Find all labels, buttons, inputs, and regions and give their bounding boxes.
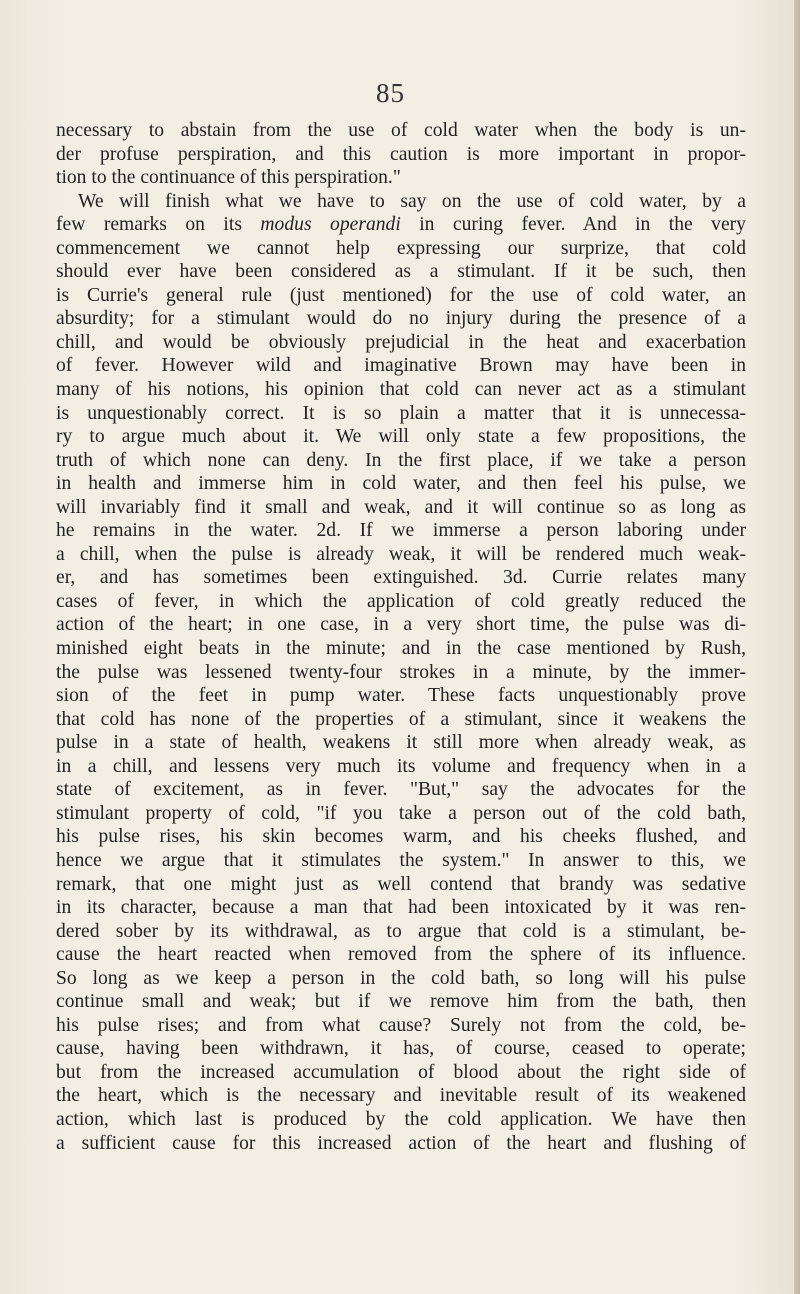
text-line-8: is Currie's general rule (just mentioned) for the use of cold water, an [56,284,746,306]
text-line-5-tail: in curing fever. And in the very [400,214,746,236]
text-line-15: truth of which none can deny. In the first place, if we take a person [56,449,746,471]
text-line-44: a sufficient cause for this increased action of the heart and flushing of [56,1132,746,1154]
text-line-40: cause, having been withdrawn, it has, of course, ceased to operate; [56,1038,746,1060]
text-line-39: his pulse rises; and from what cause? Surely not from the cold, be- [56,1014,746,1036]
text-line-23: minished eight beats in the minute; and in the case mentioned by Rush, [56,638,746,660]
text-line-11: of fever. However wild and imaginative Brown may have been in [56,355,746,377]
page-edge [794,0,800,1294]
text-line-6: commencement we cannot help expressing our surprize, that cold [56,237,746,259]
text-line-12: many of his notions, his opinion that cold can never act as a stimulant [56,379,746,401]
text-line-10: chill, and would be obviously prejudicial in the heat and exacerbation [56,331,746,353]
italic-phrase: modus operandi [260,214,401,236]
text-line-1: necessary to abstain from the use of cold water when the body is un- [56,120,746,141]
text-line-35: dered sober by its withdrawal, as to argue that cold is a stimulant, be- [56,920,746,942]
text-line-30: stimulant property of cold, "if you take a person out of the cold bath, [56,802,746,824]
text-line-5 [56,213,746,237]
text-line-9: absurdity; for a stimulant would do no injury during the presence of a [56,308,746,330]
text-line-32: hence we argue that it stimulates the system." In answer to this, we [56,849,746,871]
text-line-20: er, and has sometimes been extinguished. 3d. Currie relates many [56,567,746,589]
text-line-29: state of excitement, as in fever. "But," say the advocates for the [56,779,746,801]
text-line-18: he remains in the water. 2d. If we immerse a person laboring under [56,520,746,542]
text-line-16: in health and immerse him in cold water, and then feel his pulse, we [56,473,746,495]
text-line-25: sion of the feet in pump water. These facts unquestionably prove [56,685,746,707]
text-line-26: that cold has none of the properties of a stimulant, since it weakens the [56,708,746,730]
text-line-36: cause the heart reacted when removed from the sphere of its influence. [56,944,746,966]
text-line-34: in its character, because a man that had been intoxicated by it was ren- [56,897,746,919]
text-line-31: his pulse rises, his skin becomes warm, and his cheeks flushed, and [56,826,746,848]
text-line-24: the pulse was lessened twenty-four strokes in a minute, by the immer- [56,661,746,683]
text-line-14: ry to argue much about it. We will only state a few propositions, the [56,426,746,448]
text-line-42: the heart, which is the necessary and inevitable result of its weakened [56,1085,746,1107]
page-number: 85 [376,78,405,108]
text-line-4: We will finish what we have to say on the use of cold water, by a [78,190,746,212]
text-line-41: but from the increased accumulation of blood about the right side of [56,1061,746,1083]
text-line-2: der profuse perspiration, and this caution is more important in propor- [56,143,746,165]
text-line-27: pulse in a state of health, weakens it still more when already weak, as [56,732,746,754]
text-line-21: cases of fever, in which the application of cold greatly reduced the [56,590,746,612]
text-line-3: tion to the continuance of this perspiration." [56,167,401,189]
text-line-19: a chill, when the pulse is already weak, it will be rendered much weak- [56,543,746,565]
text-line-43: action, which last is produced by the cold application. We have then [56,1108,746,1130]
text-line-7: should ever have been considered as a stimulant. If it be such, then [56,261,746,283]
text-line-17: will invariably find it small and weak, and it will continue so as long as [56,496,746,518]
text-line-28: in a chill, and lessens very much its volume and frequency when in a [56,755,746,777]
text-line-22: action of the heart; in one case, in a very short time, the pulse was di- [56,614,746,636]
body-text [56,119,746,1155]
text-line-5-head: few remarks on its [56,214,261,236]
text-line-38: continue small and weak; but if we remove him from the bath, then [56,991,746,1013]
text-line-37: So long as we keep a person in the cold bath, so long will his pulse [56,967,746,989]
text-line-33: remark, that one might just as well contend that brandy was sedative [56,873,746,895]
text-line-13: is unquestionably correct. It is so plain a matter that it is unnecessa- [56,402,746,424]
